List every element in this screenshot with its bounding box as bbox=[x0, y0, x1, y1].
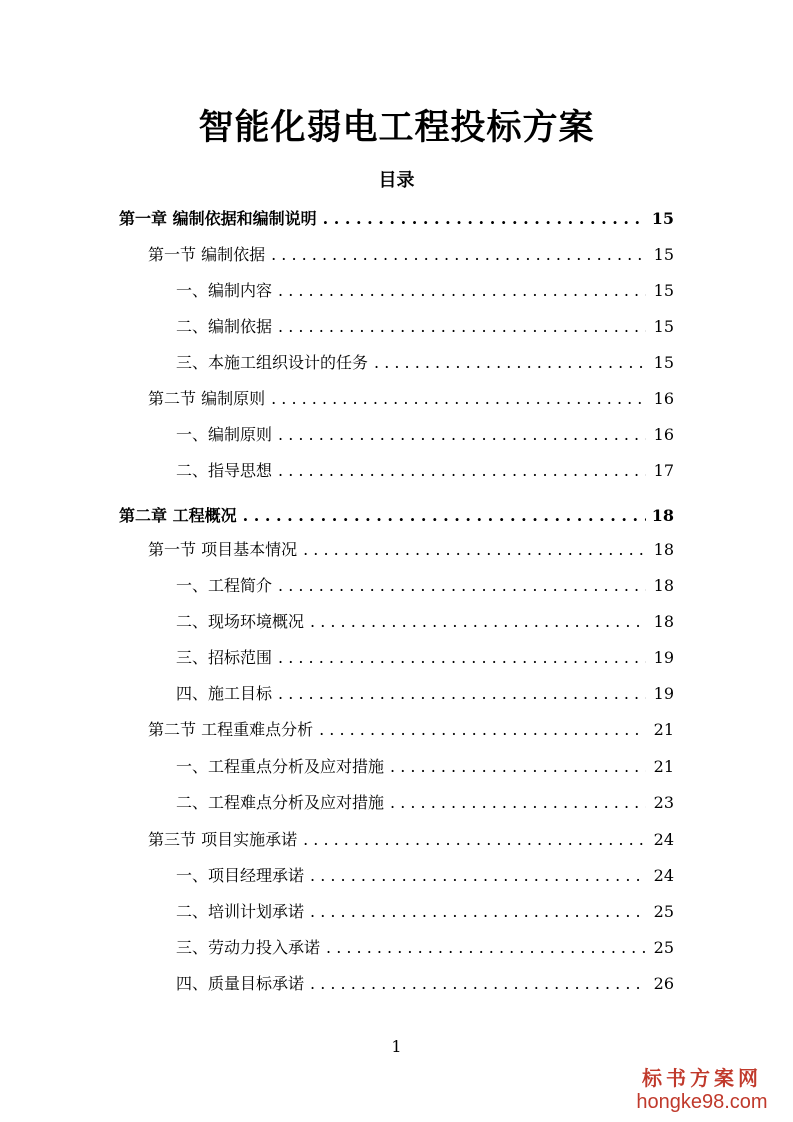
toc-entry-label: 一、工程简介 bbox=[176, 576, 273, 595]
toc-entry-item[interactable] bbox=[176, 972, 674, 996]
toc-entry-page: 18 bbox=[651, 506, 674, 525]
toc-entry-page: 16 bbox=[653, 425, 674, 444]
toc-entry-label: 二、工程难点分析及应对措施 bbox=[176, 793, 385, 812]
toc-entry-label: 第一章 编制依据和编制说明 bbox=[119, 209, 317, 228]
toc-dot-leader bbox=[390, 791, 646, 815]
watermark-logo bbox=[627, 1066, 777, 1114]
toc-dot-leader bbox=[278, 315, 646, 339]
toc-entry-label: 二、指导思想 bbox=[176, 461, 273, 480]
toc-entry-label: 第二章 工程概况 bbox=[119, 506, 237, 525]
toc-dot-leader bbox=[319, 718, 646, 742]
toc-entry-page: 24 bbox=[653, 866, 674, 885]
toc-entry-page: 16 bbox=[653, 389, 674, 408]
toc-dot-leader bbox=[243, 504, 646, 528]
toc-entry-label: 二、编制依据 bbox=[176, 317, 273, 336]
toc-entry-section[interactable] bbox=[148, 387, 674, 411]
toc-dot-leader bbox=[278, 279, 646, 303]
toc-entry-label: 四、施工目标 bbox=[176, 684, 273, 703]
toc-entry-page: 26 bbox=[653, 974, 674, 993]
toc-dot-leader bbox=[390, 755, 646, 779]
toc-entry-chapter[interactable] bbox=[119, 504, 674, 528]
toc-entry-page: 21 bbox=[653, 757, 674, 776]
toc-dot-leader bbox=[303, 828, 646, 852]
toc-dot-leader bbox=[310, 864, 646, 888]
toc-dot-leader bbox=[323, 207, 646, 231]
toc-dot-leader bbox=[278, 459, 646, 483]
toc-entry-item[interactable] bbox=[176, 755, 674, 779]
toc-entry-section[interactable] bbox=[148, 538, 674, 562]
toc-entry-section[interactable] bbox=[148, 828, 674, 852]
toc-entry-page: 15 bbox=[653, 317, 674, 336]
toc-entry-label: 二、培训计划承诺 bbox=[176, 902, 305, 921]
toc-entry-item[interactable] bbox=[176, 610, 674, 634]
toc-entry-page: 18 bbox=[653, 576, 674, 595]
watermark-url-text: hongke98.com bbox=[636, 1091, 768, 1113]
toc-entry-label: 四、质量目标承诺 bbox=[176, 974, 305, 993]
toc-entry-label: 三、劳动力投入承诺 bbox=[176, 938, 321, 957]
document-title: 智能化弱电工程投标方案 bbox=[198, 107, 595, 148]
toc-entry-section[interactable] bbox=[148, 718, 674, 742]
toc-dot-leader bbox=[271, 243, 646, 267]
toc-entry-item[interactable] bbox=[176, 279, 674, 303]
toc-dot-leader bbox=[271, 387, 646, 411]
toc-dot-leader bbox=[278, 574, 646, 598]
toc-entry-label: 第二节 编制原则 bbox=[148, 389, 266, 408]
toc-dot-leader bbox=[374, 351, 646, 375]
toc-entry-page: 19 bbox=[653, 648, 674, 667]
toc-entry-item[interactable] bbox=[176, 682, 674, 706]
toc-entry-label: 三、本施工组织设计的任务 bbox=[176, 353, 369, 372]
toc-entry-page: 18 bbox=[653, 540, 674, 559]
toc-entry-item[interactable] bbox=[176, 936, 674, 960]
toc-entry-label: 第一节 编制依据 bbox=[148, 245, 266, 264]
toc-entry-item[interactable] bbox=[176, 351, 674, 375]
page-number: 1 bbox=[391, 1037, 402, 1056]
toc-entry-label: 二、现场环境概况 bbox=[176, 612, 305, 631]
toc-dot-leader bbox=[310, 900, 646, 924]
toc-entry-page: 18 bbox=[653, 612, 674, 631]
toc-entry-label: 三、招标范围 bbox=[176, 648, 273, 667]
toc-entry-item[interactable] bbox=[176, 574, 674, 598]
toc-entry-section[interactable] bbox=[148, 243, 674, 267]
toc-entry-page: 25 bbox=[653, 938, 674, 957]
toc-entry-page: 25 bbox=[653, 902, 674, 921]
toc-entry-item[interactable] bbox=[176, 459, 674, 483]
watermark-cn-text: 标书方案网 bbox=[642, 1066, 762, 1090]
toc-entry-label: 一、项目经理承诺 bbox=[176, 866, 305, 885]
toc-entry-page: 21 bbox=[653, 720, 674, 739]
toc-entry-page: 24 bbox=[653, 830, 674, 849]
toc-entry-item[interactable] bbox=[176, 315, 674, 339]
toc-entry-page: 15 bbox=[653, 281, 674, 300]
toc-entry-page: 15 bbox=[653, 353, 674, 372]
toc-entry-item[interactable] bbox=[176, 646, 674, 670]
toc-entry-page: 17 bbox=[653, 461, 674, 480]
toc-entry-label: 一、编制原则 bbox=[176, 425, 273, 444]
toc-dot-leader bbox=[326, 936, 646, 960]
toc-dot-leader bbox=[303, 538, 646, 562]
toc-dot-leader bbox=[278, 423, 646, 447]
toc-entry-chapter[interactable] bbox=[119, 207, 674, 231]
toc-entry-label: 一、工程重点分析及应对措施 bbox=[176, 757, 385, 776]
toc-dot-leader bbox=[278, 646, 646, 670]
toc-dot-leader bbox=[278, 682, 646, 706]
toc-entry-item[interactable] bbox=[176, 864, 674, 888]
toc-dot-leader bbox=[310, 610, 646, 634]
toc-entry-page: 15 bbox=[653, 245, 674, 264]
toc-dot-leader bbox=[310, 972, 646, 996]
toc-entry-item[interactable] bbox=[176, 423, 674, 447]
toc-entry-item[interactable] bbox=[176, 791, 674, 815]
toc-entry-label: 一、编制内容 bbox=[176, 281, 273, 300]
toc-entry-page: 15 bbox=[651, 209, 674, 228]
toc-heading: 目录 bbox=[378, 170, 415, 191]
toc-entry-label: 第三节 项目实施承诺 bbox=[148, 830, 298, 849]
toc-entry-label: 第二节 工程重难点分析 bbox=[148, 720, 314, 739]
toc-entry-page: 23 bbox=[653, 793, 674, 812]
toc-entry-item[interactable] bbox=[176, 900, 674, 924]
toc-entry-label: 第一节 项目基本情况 bbox=[148, 540, 298, 559]
toc-entry-page: 19 bbox=[653, 684, 674, 703]
